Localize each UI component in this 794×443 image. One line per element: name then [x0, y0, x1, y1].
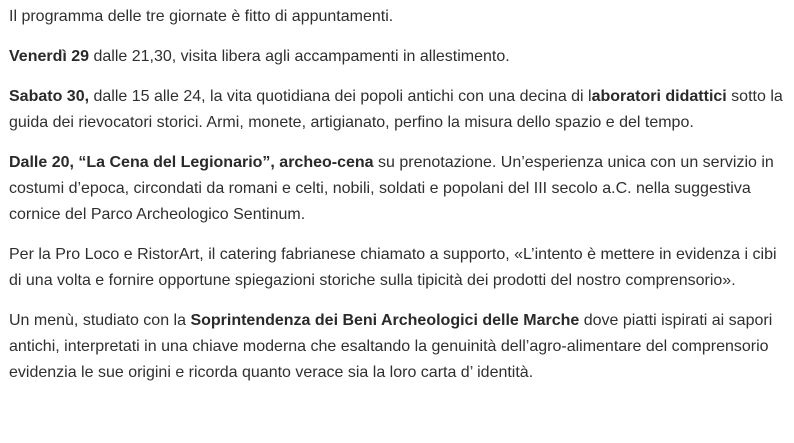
menu-text-b: dove piatti ispirati ai sapori antichi, interpretati in una chiave moderna che esaltando la genuinità dell’agro-alimentare del comprensorio evidenzia le sue origini e ricorda quanto verace sia la loro carta d’ identità.	[9, 312, 773, 381]
menu-highlight: Soprintendenza dei Beni Archeologici delle Marche	[190, 312, 580, 329]
saturday-text-a: dalle 15 alle 24, la vita quotidiana dei popoli antichi con una decina di l	[89, 88, 592, 105]
dinner-paragraph	[9, 150, 785, 228]
proloco-paragraph	[9, 242, 785, 294]
saturday-highlight: aboratori didattici	[591, 88, 727, 105]
intro-text: Il programma delle tre giornate è fitto di appuntamenti.	[9, 8, 394, 25]
menu-text-a: Un menù, studiato con la	[9, 312, 191, 329]
saturday-day: Sabato 30,	[9, 88, 90, 105]
friday-paragraph	[9, 44, 785, 70]
friday-text: dalle 21,30, visita libera agli accampamenti in allestimento.	[89, 48, 510, 65]
saturday-text-b: sotto la guida dei rievocatori storici. Armi, monete, artigianato, perfino la misura dello spazio e del tempo.	[9, 88, 783, 131]
saturday-paragraph	[9, 84, 785, 136]
dinner-text: su prenotazione. Un’esperienza unica con un servizio in costumi d’epoca, circondati da romani e celti, nobili, soldati e popolani del III secolo a.C. nella suggestiva cornice del Parco Archeologico Sentinum.	[9, 154, 774, 223]
intro-paragraph	[9, 4, 785, 30]
proloco-text: Per la Pro Loco e RistorArt, il catering fabrianese chiamato a supporto, «L’intento è mettere in evidenza i cibi di una volta e fornire opportune spiegazioni storiche sulla tipicità dei prodotti del nostro comprensorio».	[9, 246, 777, 289]
friday-day: Venerdì 29	[9, 48, 90, 65]
dinner-heading: Dalle 20, “La Cena del Legionario”, archeo-cena	[9, 154, 374, 171]
menu-paragraph	[9, 308, 785, 386]
article-body	[9, 4, 785, 400]
